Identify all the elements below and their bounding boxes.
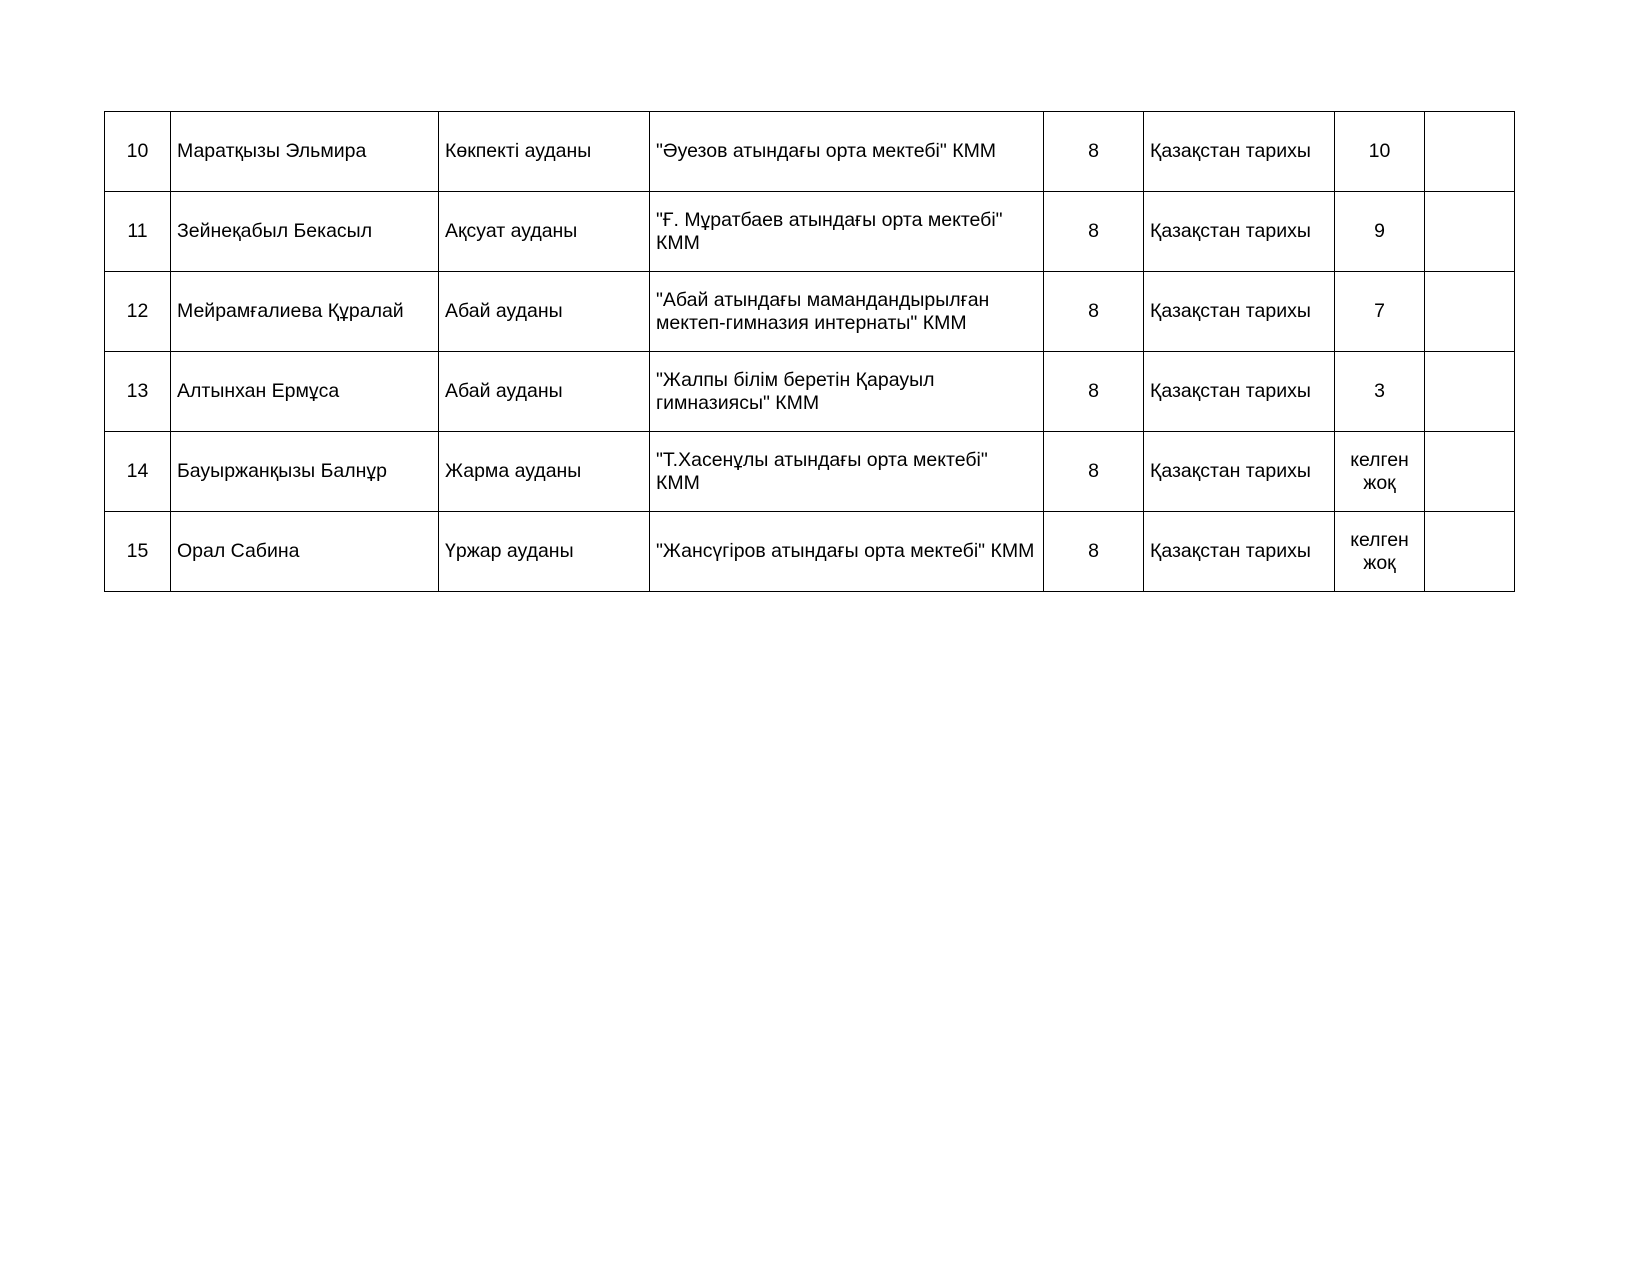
extra-cell <box>1425 112 1515 192</box>
student-name-cell: Мейрамғалиева Құралай <box>171 272 439 352</box>
row-number-cell: 13 <box>105 352 171 432</box>
table-row <box>105 432 1515 512</box>
row-number-cell: 14 <box>105 432 171 512</box>
grade-cell: 8 <box>1044 272 1144 352</box>
score-cell: 10 <box>1335 112 1425 192</box>
school-cell: "Ғ. Мұратбаев атындағы орта мектебі" КММ <box>650 192 1044 272</box>
subject-cell: Қазақстан тарихы <box>1144 112 1335 192</box>
results-table <box>104 111 1515 592</box>
district-cell: Үржар ауданы <box>439 512 650 592</box>
district-cell: Жарма ауданы <box>439 432 650 512</box>
row-number-cell: 11 <box>105 192 171 272</box>
student-name-cell: Алтынхан Ермұса <box>171 352 439 432</box>
score-cell: 3 <box>1335 352 1425 432</box>
table-row <box>105 512 1515 592</box>
student-name-cell: Орал Сабина <box>171 512 439 592</box>
row-number-cell: 10 <box>105 112 171 192</box>
table-row <box>105 272 1515 352</box>
subject-cell: Қазақстан тарихы <box>1144 512 1335 592</box>
score-cell: келген жоқ <box>1335 432 1425 512</box>
extra-cell <box>1425 272 1515 352</box>
table-row <box>105 352 1515 432</box>
grade-cell: 8 <box>1044 512 1144 592</box>
row-number-cell: 12 <box>105 272 171 352</box>
grade-cell: 8 <box>1044 112 1144 192</box>
school-cell: "Абай атындағы мамандандырылған мектеп-гимназия интернаты" КММ <box>650 272 1044 352</box>
subject-cell: Қазақстан тарихы <box>1144 432 1335 512</box>
extra-cell <box>1425 192 1515 272</box>
school-cell: "Әуезов атындағы орта мектебі" КММ <box>650 112 1044 192</box>
row-number-cell: 15 <box>105 512 171 592</box>
table-row <box>105 192 1515 272</box>
extra-cell <box>1425 512 1515 592</box>
table-row <box>105 112 1515 192</box>
subject-cell: Қазақстан тарихы <box>1144 272 1335 352</box>
score-cell: 9 <box>1335 192 1425 272</box>
score-cell: 7 <box>1335 272 1425 352</box>
grade-cell: 8 <box>1044 192 1144 272</box>
district-cell: Ақсуат ауданы <box>439 192 650 272</box>
extra-cell <box>1425 352 1515 432</box>
grade-cell: 8 <box>1044 432 1144 512</box>
table-body <box>105 112 1515 592</box>
student-name-cell: Бауыржанқызы Балнұр <box>171 432 439 512</box>
subject-cell: Қазақстан тарихы <box>1144 192 1335 272</box>
grade-cell: 8 <box>1044 352 1144 432</box>
school-cell: "Жалпы білім беретін Қарауыл гимназиясы" КММ <box>650 352 1044 432</box>
extra-cell <box>1425 432 1515 512</box>
district-cell: Абай ауданы <box>439 352 650 432</box>
district-cell: Абай ауданы <box>439 272 650 352</box>
score-cell: келген жоқ <box>1335 512 1425 592</box>
student-name-cell: Зейнеқабыл Бекасыл <box>171 192 439 272</box>
school-cell: "Т.Хасенұлы атындағы орта мектебі" КММ <box>650 432 1044 512</box>
subject-cell: Қазақстан тарихы <box>1144 352 1335 432</box>
student-name-cell: Маратқызы Эльмира <box>171 112 439 192</box>
district-cell: Көкпекті ауданы <box>439 112 650 192</box>
school-cell: "Жансүгіров атындағы орта мектебі" КММ <box>650 512 1044 592</box>
